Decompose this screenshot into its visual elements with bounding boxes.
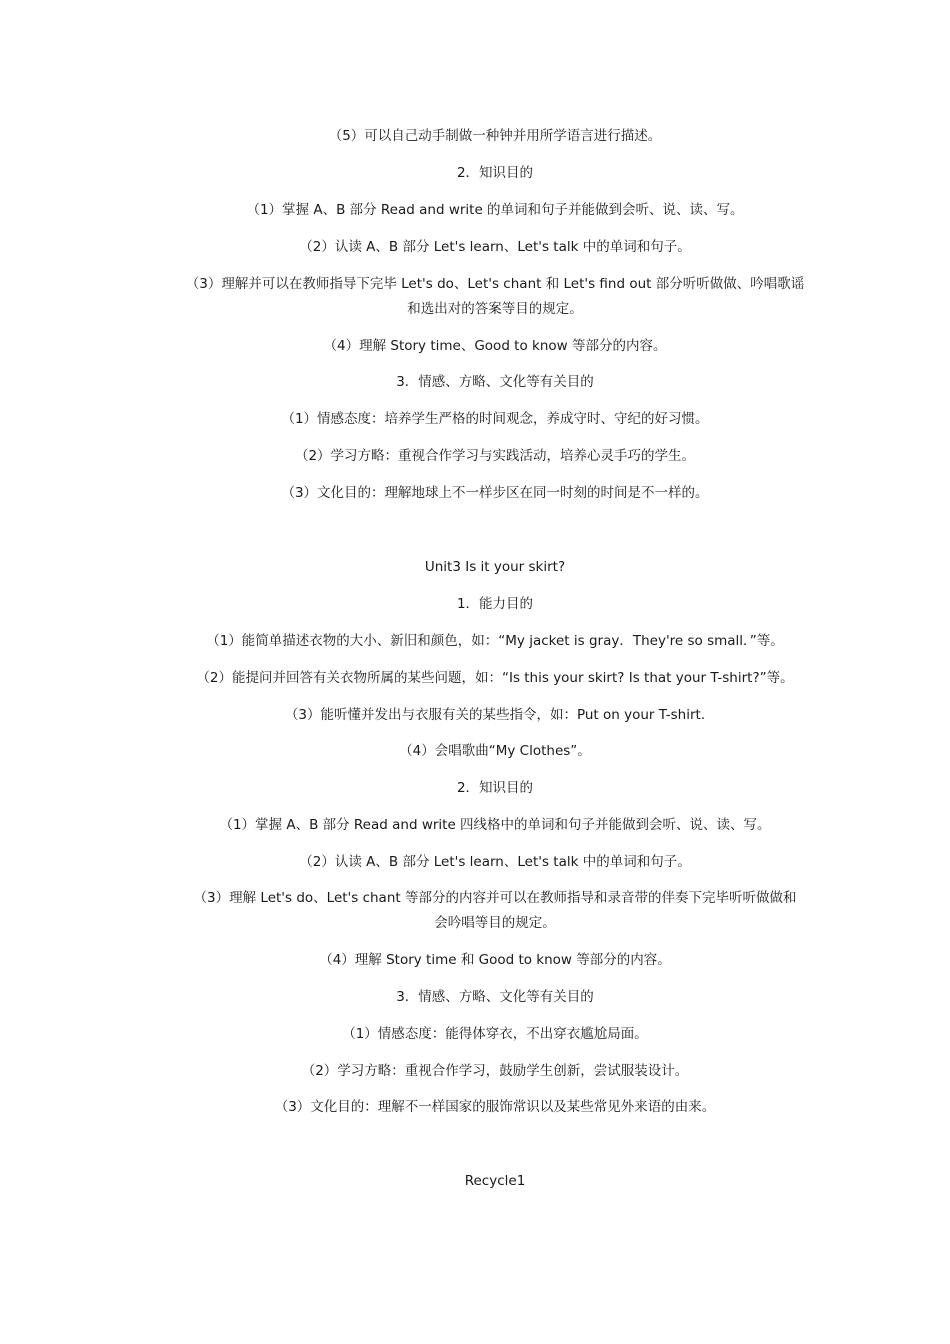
s3-title: Recycle1 (464, 1173, 526, 1189)
s2-title: Unit3 Is it your skirt? (424, 559, 566, 575)
s2-heading-ability: 1．能力目的 (456, 596, 534, 612)
s2-line-1: （1）能简单描述衣物的大小、新旧和颜色，如：“My jacket is gray．They're so small．”等。 (206, 633, 784, 649)
s1-heading-knowledge: 2．知识目的 (456, 165, 534, 181)
s2-line-strategy: （2）学习方略：重视合作学习，鼓励学生创新，尝试服装设计。 (301, 1063, 689, 1079)
s2-heading-emotion: 3．情感、方略、文化等有关目的 (396, 989, 594, 1005)
s2-k-line-4: （4）理解 Story time 和 Good to know 等部分的内容。 (319, 952, 671, 968)
s2-heading-knowledge: 2．知识目的 (456, 780, 534, 796)
s2-k-line-3b: 会吟唱等目的规定。 (434, 915, 556, 931)
s2-line-2: （2）能提问并回答有关衣物所属的某些问题，如：“Is this your skirt? Is that your T-shirt?”等。 (196, 670, 794, 686)
s1-heading-emotion: 3．情感、方略、文化等有关目的 (396, 374, 594, 390)
s2-k-line-2: （2）认读 A、B 部分 Let's learn、Let's talk 中的单词和句子。 (299, 854, 691, 870)
s2-k-line-1: （1）掌握 A、B 部分 Read and write 四线格中的单词和句子并能做到会听、说、读、写。 (219, 817, 771, 833)
s1-line-5-clock: （5）可以自己动手制做一种钟并用所学语言进行描述。 (328, 128, 662, 144)
s1-line-emotion: （1）情感态度：培养学生严格的时间观念，养成守时、守纪的好习惯。 (281, 411, 709, 427)
s2-line-4: （4）会唱歌曲“My Clothes”。 (399, 743, 591, 759)
s2-line-3: （3）能听懂并发出与衣服有关的某些指令，如：Put on your T-shirt. (284, 707, 706, 723)
s2-line-emotion: （1）情感态度：能得体穿衣，不出穿衣尴尬局面。 (342, 1026, 648, 1042)
s2-line-culture: （3）文化目的：理解不一样国家的服饰常识以及某些常见外来语的由来。 (274, 1099, 716, 1115)
s1-line-3a: （3）理解并可以在教师指导下完毕 Let's do、Let's chant 和 Let's find out 部分听听做做、吟唱歌谣 (185, 276, 805, 292)
s1-line-2: （2）认读 A、B 部分 Let's learn、Let's talk 中的单词和句子。 (299, 239, 691, 255)
s1-line-1: （1）掌握 A、B 部分 Read and write 的单词和句子并能做到会听、说、读、写。 (246, 202, 744, 218)
s1-line-4: （4）理解 Story time、Good to know 等部分的内容。 (323, 338, 667, 354)
s2-k-line-3a: （3）理解 Let's do、Let's chant 等部分的内容并可以在教师指导和录音带的伴奏下完毕听听做做和 (193, 890, 797, 906)
s1-line-culture: （3）文化目的：理解地球上不一样步区在同一时刻的时间是不一样的。 (281, 485, 709, 501)
s1-line-3b: 和选出对的答案等目的规定。 (407, 301, 583, 317)
s1-line-strategy: （2）学习方略：重视合作学习与实践活动，培养心灵手巧的学生。 (294, 448, 696, 464)
